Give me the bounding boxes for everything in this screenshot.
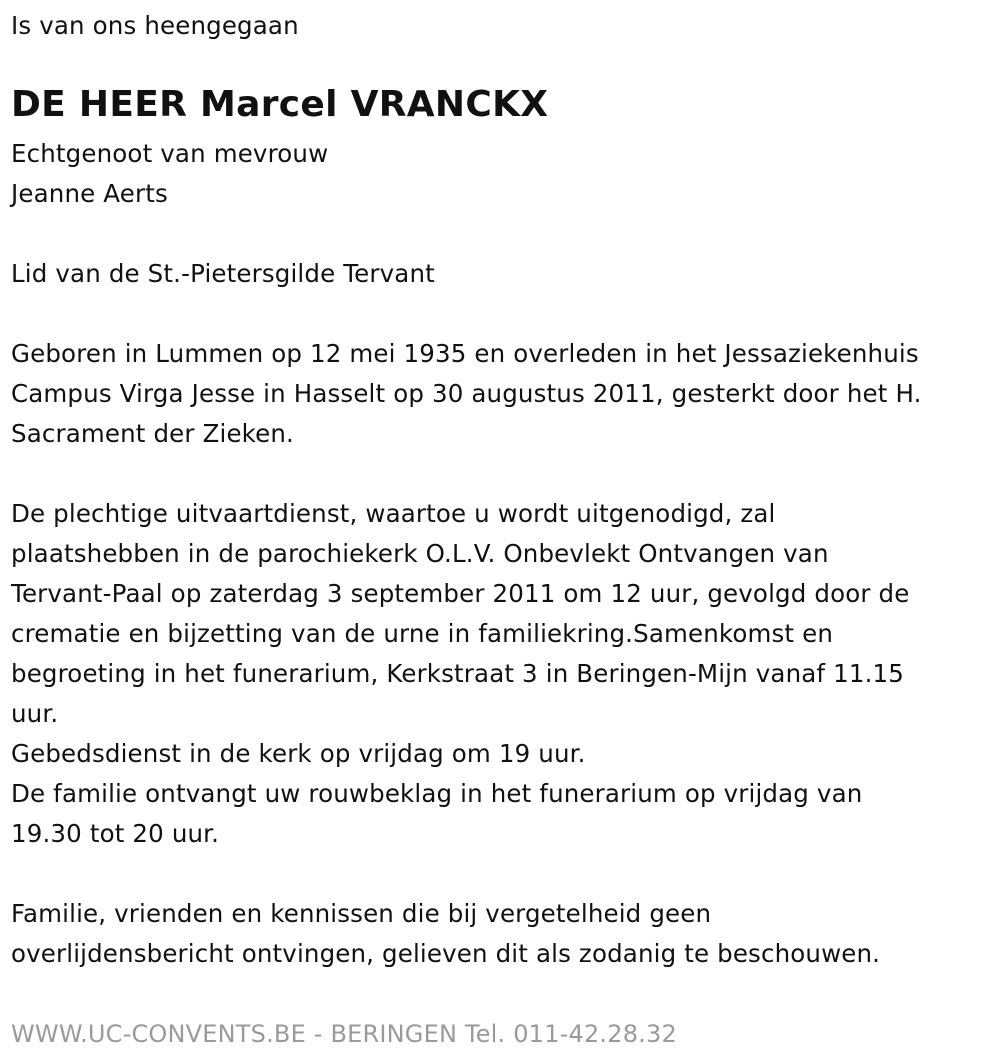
paragraph-line: Campus Virga Jesse in Hasselt op 30 augustus 2011, gesterkt door het H. [11,379,922,408]
paragraph-line: Geboren in Lummen op 12 mei 1935 en overleden in het Jessaziekenhuis [11,339,919,368]
paragraph-line: crematie en bijzetting van de urne in familiekring.Samenkomst en [11,619,834,648]
paragraph-line: De plechtige uitvaartdienst, waartoe u wordt uitgenodigd, zal [11,499,776,528]
membership-block [11,254,435,294]
paragraph-line: Familie, vrienden en kennissen die bij vergetelheid geen [11,899,712,928]
spouse-name: Jeanne Aerts [11,179,168,208]
paragraph-line: overlijdensbericht ontvingen, gelieven dit als zodanig te beschouwen. [11,939,881,968]
funeral-service-paragraph [11,494,909,854]
paragraph-line: uur. [11,699,59,728]
birth-death-paragraph [11,334,922,454]
footer-credit: WWW.UC-CONVENTS.BE - BERINGEN Tel. 011-42.28.32 [11,1020,677,1048]
paragraph-line: Gebedsdienst in de kerk op vrijdag om 19 uur. [11,739,586,768]
membership-text: Lid van de St.-Pietersgilde Tervant [11,259,435,288]
closing-paragraph [11,894,880,974]
deceased-name: DE HEER Marcel VRANCKX [11,84,549,125]
paragraph-line: begroeting in het funerarium, Kerkstraat 3 in Beringen-Mijn vanaf 11.15 [11,659,905,688]
paragraph-line: 19.30 tot 20 uur. [11,819,220,848]
paragraph-line: plaatshebben in de parochiekerk O.L.V. Onbevlekt Ontvangen van [11,539,829,568]
paragraph-line: Sacrament der Zieken. [11,419,294,448]
paragraph-line: De familie ontvangt uw rouwbeklag in het funerarium op vrijdag van [11,779,863,808]
spouse-block [11,134,328,214]
intro-text: Is van ons heengegaan [11,11,299,40]
spouse-line: Echtgenoot van mevrouw [11,139,329,168]
paragraph-line: Tervant-Paal op zaterdag 3 september 2011 om 12 uur, gevolgd door de [11,579,910,608]
